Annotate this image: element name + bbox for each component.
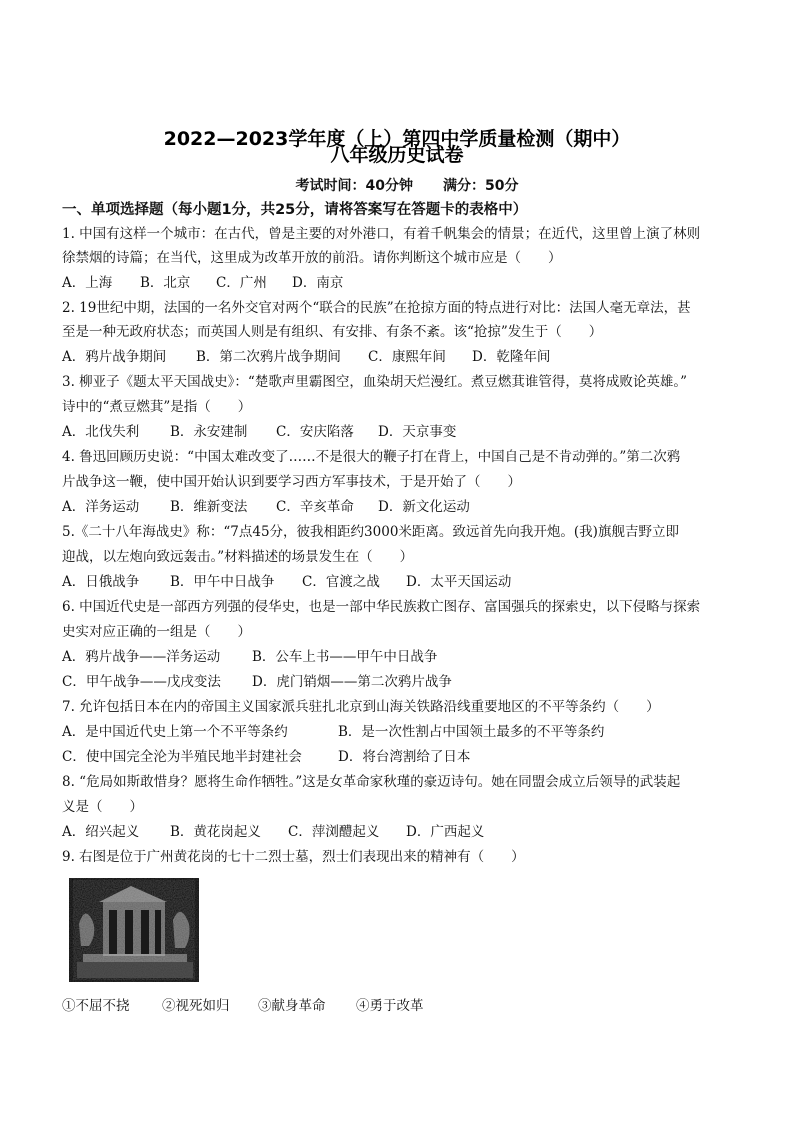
option[interactable]: B．甲午中日战争 (170, 574, 275, 590)
option[interactable]: B．第二次鸦片战争期间 (196, 349, 341, 365)
option[interactable]: B．是一次性割占中国领土最多的不平等条约 (338, 724, 605, 740)
question-3-line-2: 诗中的“煮豆燃萁”是指（ ） (62, 399, 252, 415)
option[interactable]: D．天京事变 (378, 424, 457, 440)
option[interactable]: C．萍浏醴起义 (288, 824, 380, 840)
question-7-options-row-2 (62, 747, 662, 767)
option[interactable]: C．康熙年间 (368, 349, 446, 365)
option[interactable]: C．使中国完全沦为半殖民地半封建社会 (62, 749, 302, 765)
option[interactable]: D．将台湾割给了日本 (338, 749, 471, 765)
question-1-options (62, 273, 462, 293)
exam-time: 考试时间：40分钟 (295, 178, 413, 194)
question-2-line-2: 至是一种无政府状态；而英国人则是有组织、有安排、有条不紊。该“抢掠”发生于（ ） (62, 324, 603, 340)
option[interactable]: D．虎门销烟——第二次鸦片战争 (252, 674, 452, 690)
option[interactable]: B．北京 (140, 275, 191, 291)
option[interactable]: B．维新变法 (170, 499, 248, 515)
exam-subtitle: 八年级历史试卷 (330, 144, 464, 166)
question-9-line-1: 9. 右图是位于广州黄花岗的七十二烈士墓，烈士们表现出来的精神有（ ） (62, 849, 525, 865)
option[interactable]: A．绍兴起义 (62, 824, 140, 840)
option[interactable]: B．永安建制 (170, 424, 248, 440)
question-6-options-row-1 (62, 647, 542, 667)
question-6-line-1: 6. 中国近代史是一部西方列强的侵华史，也是一部中华民族救亡图存、富国强兵的探索史，以下侵略与探索 (62, 599, 701, 615)
option[interactable]: A．洋务运动 (62, 499, 140, 515)
option[interactable]: A．北伐失利 (62, 424, 140, 440)
option[interactable]: C．官渡之战 (302, 574, 380, 590)
question-2-line-1: 2. 19世纪中期，法国的一名外交官对两个“联合的民族”在抢掠方面的特点进行对比：法国人毫无章法，甚 (62, 300, 691, 316)
question-7-line-1: 7. 允许包括日本在内的帝国主义国家派兵驻扎北京到山海关铁路沿线重要地区的不平等条约（ ） (62, 699, 660, 715)
question-8-line-2: 义是（ ） (62, 799, 143, 815)
question-5-line-1: 5.《二十八年海战史》称：“7点45分，彼我相距约3000米距离。致远首先向我开炮。(我)旗舰吉野立即 (62, 524, 679, 540)
choice[interactable]: ④勇于改革 (356, 998, 424, 1014)
martyrs-tomb-photo (69, 874, 199, 984)
option[interactable]: A．日俄战争 (62, 574, 140, 590)
exam-score: 满分：50分 (443, 178, 519, 194)
option[interactable]: C．安庆陷落 (276, 424, 354, 440)
question-4-line-2: 片战争这一鞭，使中国开始认识到要学习西方军事技术，于是开始了（ ） (62, 474, 521, 490)
option[interactable]: D．乾隆年间 (472, 349, 551, 365)
question-7-options-row-1 (62, 722, 662, 742)
option[interactable]: B．公车上书——甲午中日战争 (252, 649, 438, 665)
question-4-options (62, 497, 522, 517)
question-3-line-1: 3. 柳亚子《题太平天国战史》：“楚歌声里霸图空，血染胡天烂漫红。煮豆燃萁谁管得，莫将成败论英雄。” (62, 374, 687, 390)
choice[interactable]: ③献身革命 (258, 998, 326, 1014)
option[interactable]: A．鸦片战争期间 (62, 349, 167, 365)
exam-title: 2022—2023学年度（上）第四中学质量检测（期中） (163, 128, 631, 150)
option[interactable]: C．辛亥革命 (276, 499, 354, 515)
option[interactable]: A．上海 (62, 275, 113, 291)
question-6-options-row-2 (62, 672, 542, 692)
option[interactable]: C．甲午战争——戊戌变法 (62, 674, 221, 690)
section-heading: 一、单项选择题（每小题1分，共25分，请将答案写在答题卡的表格中） (62, 202, 528, 218)
exam-meta (0, 175, 794, 195)
option[interactable]: D．新文化运动 (378, 499, 470, 515)
option[interactable]: D．太平天国运动 (406, 574, 512, 590)
option[interactable]: A．是中国近代史上第一个不平等条约 (62, 724, 288, 740)
question-2-options (62, 347, 622, 367)
question-5-line-2: 迎战，以左炮向致远轰击。”材料描述的场景发生在（ ） (62, 549, 414, 565)
question-1-line-2: 徐禁烟的诗篇；在当代，这里成为改革开放的前沿。请你判断这个城市应是（ ） (62, 250, 562, 266)
option[interactable]: A．鸦片战争——洋务运动 (62, 649, 221, 665)
question-4-line-1: 4. 鲁迅回顾历史说：“中国太难改变了……不是很大的鞭子打在背上，中国自己是不肯动弹的。”第二次鸦 (62, 449, 681, 465)
question-9-choices (62, 996, 482, 1016)
option[interactable]: C．广州 (216, 275, 267, 291)
option[interactable]: B．黄花岗起义 (170, 824, 261, 840)
choice[interactable]: ①不屈不挠 (62, 998, 130, 1014)
question-1-line-1: 1. 中国有这样一个城市：在古代，曾是主要的对外港口，有着千帆集会的情景；在近代，这里曾上演了林则 (62, 226, 701, 242)
option[interactable]: D．广西起义 (406, 824, 485, 840)
question-5-options (62, 572, 562, 592)
option[interactable]: D．南京 (292, 275, 344, 291)
question-8-options (62, 822, 562, 842)
question-6-line-2: 史实对应正确的一组是（ ） (62, 624, 251, 640)
choice[interactable]: ②视死如归 (162, 998, 230, 1014)
question-8-line-1: 8. “危局如斯敢惜身？愿将生命作牺牲。”这是女革命家秋瑾的豪迈诗句。她在同盟会成立后领导的武装起 (62, 774, 681, 790)
question-3-options (62, 422, 522, 442)
